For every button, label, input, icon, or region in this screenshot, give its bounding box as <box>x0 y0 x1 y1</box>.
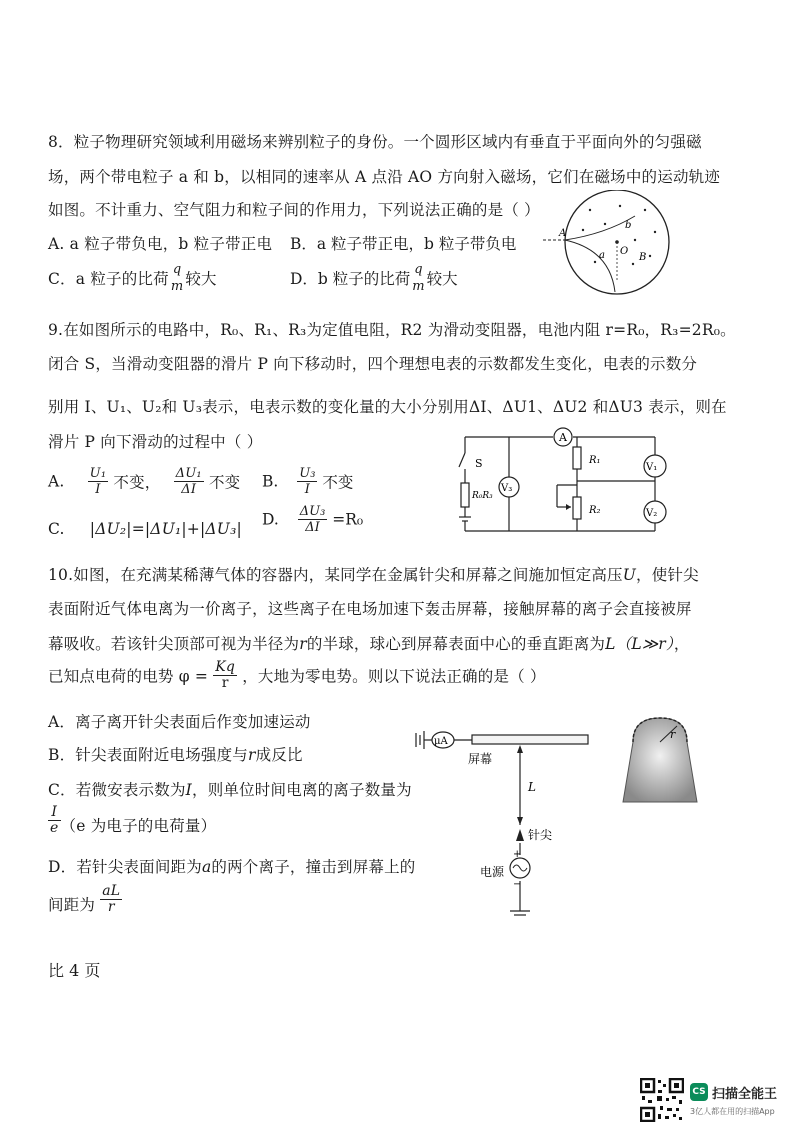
q10-tip-body <box>623 718 697 802</box>
q10-text-line3: 幕吸收。若该针尖顶部可视为半径为r的半球，球心到屏幕表面中心的垂直距离为L（L≫r）， <box>48 635 690 653</box>
q10-label-tip: 针尖 <box>528 828 553 842</box>
q9-option-c: C. |ΔU₂|=|ΔU₁|+|ΔU₃| <box>48 520 242 538</box>
q9-label-R0R3: R₀R₃ <box>472 491 493 501</box>
q10-label-r: r <box>670 728 676 741</box>
q9-circuit-figure <box>455 425 680 537</box>
q10-label-screen: 屏幕 <box>468 752 493 766</box>
q8-text-line3: 如图。不计重力、空气阻力和粒子间的作用力，下列说法正确的是（ ） <box>48 201 540 219</box>
q9-switch <box>459 453 465 467</box>
q8-label-A: A <box>559 228 567 239</box>
q9-option-d: D. $\frac{\text{ΔU₃}}{\Delta I}$ =R₀ <box>262 504 364 535</box>
q10-label-L: L <box>528 780 536 794</box>
q9-label-R1: R₁ <box>589 455 601 466</box>
qr-code <box>640 1078 684 1122</box>
q10-tip-closeup <box>615 712 705 807</box>
q10-text-line2: 表面附近气体电离为一价离子，这些离子在电场加速下轰击屏幕，接触屏幕的离子会直接被屏 <box>48 600 692 618</box>
q8-track-a <box>565 240 615 292</box>
q8-option-a: A. a 粒子带负电，b 粒子带正电 <box>48 235 273 253</box>
q9-resistor-r0r3 <box>461 483 469 507</box>
q8-center-dot <box>615 240 619 244</box>
q9-text-line1: 9.在如图所示的电路中，R₀、R₁、R₃为定值电阻，R2 为滑动变阻器，电池内阻 r=R₀，R₃=2R₀。 <box>48 321 736 339</box>
q10-label-uA: μA <box>434 736 448 747</box>
q10-screen <box>472 735 588 744</box>
q10-option-a: A．离子离开针尖表面后作变加速运动 <box>48 713 311 731</box>
q8-label-O: O <box>620 246 629 257</box>
q10-option-d-cont: 间距为 $\frac{aL}{r}$ <box>48 883 121 915</box>
q10-minus-sign: − <box>513 879 522 890</box>
page-number: 比 4 页 <box>48 961 101 980</box>
q9-label-S: S <box>475 457 483 470</box>
brand-subtitle: 3亿人都在用的扫描App <box>690 1107 775 1116</box>
q9-text-line3: 别用 I、U₁、U₂和 U₃表示，电表示数的变化量的大小分别用ΔI、ΔU1、ΔU2 和ΔU3 表示，则在 <box>48 398 727 416</box>
q8-label-B: B <box>639 252 647 263</box>
q8-magnetic-field-figure <box>535 190 675 300</box>
q8-text-line2: 场，两个带电粒子 a 和 b，以相同的速率从 A 点沿 AO 方向射入磁场，它们在磁场中的运动轨迹 <box>48 168 721 186</box>
q9-resistor-r2 <box>573 497 581 519</box>
q9-text-line2: 闭合 S，当滑动变阻器的滑片 P 向下移动时，四个理想电表的示数都发生变化，电表的示数分 <box>48 355 698 373</box>
q10-text-line1: 10.如图，在充满某稀薄气体的容器内，某同学在金属针尖和屏幕之间施加恒定高压U，使针尖 <box>48 566 699 584</box>
q9-label-V1: V₁ <box>646 462 658 473</box>
q9-label-A: A <box>559 431 567 444</box>
q8-option-b: B．a 粒子带正电，b 粒子带负电 <box>290 235 517 253</box>
q10-plus-sign: + <box>513 849 522 860</box>
q10-option-d: D．若针尖表面间距为a的两个离子，撞击到屏幕上的 <box>48 858 416 876</box>
q9-option-a: A. $\frac{\text{U₁}}{I}$ 不变， $\frac{\text{ΔU₁}}{\Delta I}$ 不变 <box>48 466 241 497</box>
q8-label-b: b <box>625 220 632 231</box>
q8-option-d: D．b 粒子的比荷 q m 较大 <box>290 262 458 294</box>
q10-label-source: 电源 <box>480 865 505 879</box>
q10-option-b: B．针尖表面附近电场强度与r成反比 <box>48 746 303 764</box>
q9-label-V3: V₃ <box>501 483 513 494</box>
brand-name: 扫描全能王 <box>712 1087 778 1102</box>
q10-text-line4: 已知点电荷的电势 φ = $\frac{Kq}{r}$ ，大地为零电势。则以下说法正确的是（ ） <box>48 659 546 691</box>
q8-c-fraction: q m <box>170 262 184 294</box>
q9-option-b: B. $\frac{\text{U₃}}{I}$ 不变 <box>262 466 354 497</box>
brand-logo-cs: CS <box>690 1083 708 1101</box>
q8-text-line1: 8．粒子物理研究领域利用磁场来辨别粒子的身份。一个圆形区域内有垂直于平面向外的匀强磁 <box>48 133 702 151</box>
q10-apparatus-figure <box>410 725 595 920</box>
q10-needle-tip <box>516 829 524 841</box>
q9-text-line4: 滑片 P 向下滑动的过程中（ ） <box>48 433 263 451</box>
q9-label-R2: R₂ <box>589 505 601 516</box>
q8-label-a: a <box>599 250 605 261</box>
q8-option-c: C．a 粒子的比荷 q m 较大 <box>48 262 217 294</box>
q10-option-c: C．若微安表示数为I，则单位时间电离的离子数量为 <box>48 781 412 799</box>
q8-d-fraction: q m <box>412 262 425 294</box>
q9-resistor-r1 <box>573 447 581 469</box>
q9-label-V2: V₂ <box>646 508 658 519</box>
q10-option-c-cont: $\frac{I}{e}$ （e 为电子的电荷量） <box>50 804 217 836</box>
